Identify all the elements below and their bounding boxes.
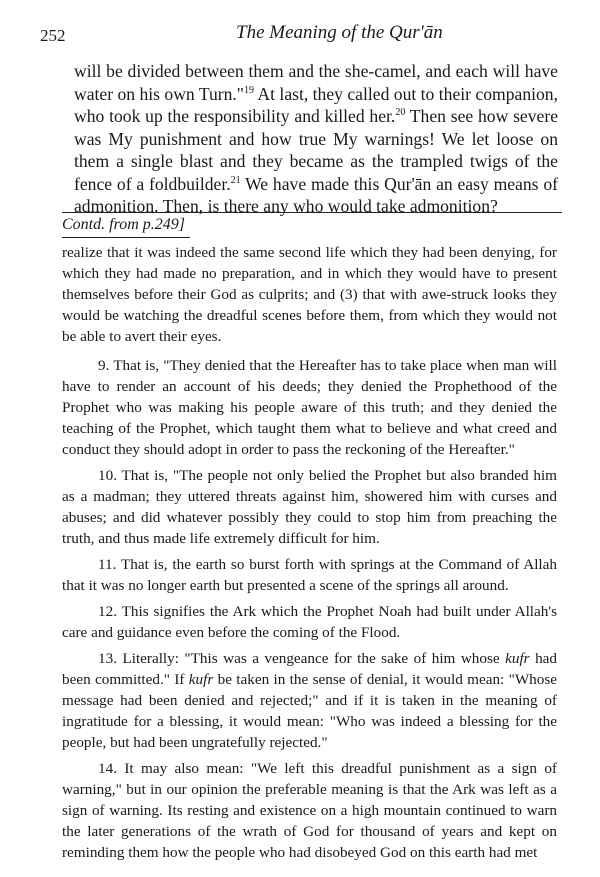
running-title: The Meaning of the Qur'ān [236,22,443,43]
continued-from-label: Contd. from p.249] [62,216,185,233]
italic-term: kufr [188,671,214,688]
footnote-ref: 20 [395,107,406,118]
note-13-text: had been committed." If [62,650,557,688]
main-text-segment: We have made this Qur'ān an easy means of admonition. Then, is there any who would take admonition? [74,173,558,216]
notes-section [62,242,557,868]
short-divider [62,237,190,238]
note-11: 11. That is, the earth so burst forth with springs at the Command of Allah that it was no longer earth but presented a scene of the springs all around. [62,556,557,594]
page-number: 252 [40,26,66,45]
note-13-text: be taken in the sense of denial, it would mean: "Whose message had been denied and rejected;" and if it is taken in the meaning of ingratitude for a blessing, it would mean: "Who was indeed a blessing for the people, but had been ungratefully rejected." [62,671,557,751]
footnote-ref: 21 [230,174,241,186]
section-divider [62,212,562,213]
note-10: 10. That is, "The people not only belied the Prophet but also branded him as a madman; they uttered threats against him, showered him with curses and abuses; and did whatever possibly they could to stop him from preaching the truth, and thus made life extremely difficult for him. [62,467,557,547]
note-continuation: realize that it was indeed the same second life which they had been denying, for which they had made no preparation, and in which they would have to present themselves before their God as culprits; and (3) that with awe-struck looks they would be watching the dreadful scenes before them, from which they would not be able to avert their eyes. [62,244,557,345]
footnote-ref: 19 [243,84,254,96]
page-header [40,22,560,48]
note-14: 14. It may also mean: "We left this dreadful punishment as a sign of warning," but in our opinion the preferable meaning is that the Ark was left as a sign of warning. Its resting and existence on a high mountain continued to warn the later generations of the wrath of God for thousand of years and kept on reminding them how the people who had disobeyed God on this earth had met [62,760,557,861]
main-text-segment: Then see how severe was My punishment and how true My warnings! We let loose on them a single blast and they became as the trampled twigs of the fence of a foldbuilder. [74,106,558,194]
note-13-text: 13. Literally: "This was a vengeance for the sake of him whose [98,650,506,667]
main-translation-text [74,60,558,218]
italic-term: kufr [505,650,530,667]
note-12: 12. This signifies the Ark which the Prophet Noah had built under Allah's care and guidance even before the coming of the Flood. [62,603,557,641]
main-text-segment: At last, they called out to their companion, who took up the responsibility and killed her. [74,83,558,126]
note-13 [62,648,557,753]
note-9: 9. That is, "They denied that the Hereafter has to take place when man will have to render an account of his deeds; they denied the Prophethood of the Prophet who was making his people aware of this truth; and they denied the teaching of the Prophet, which taught them what to believe and what creed and conduct they should adopt in order to pass the reckoning of the Hereafter." [62,357,557,458]
main-text-segment: will be divided between them and the she-camel, and each will have water on his own Turn." [74,61,558,104]
